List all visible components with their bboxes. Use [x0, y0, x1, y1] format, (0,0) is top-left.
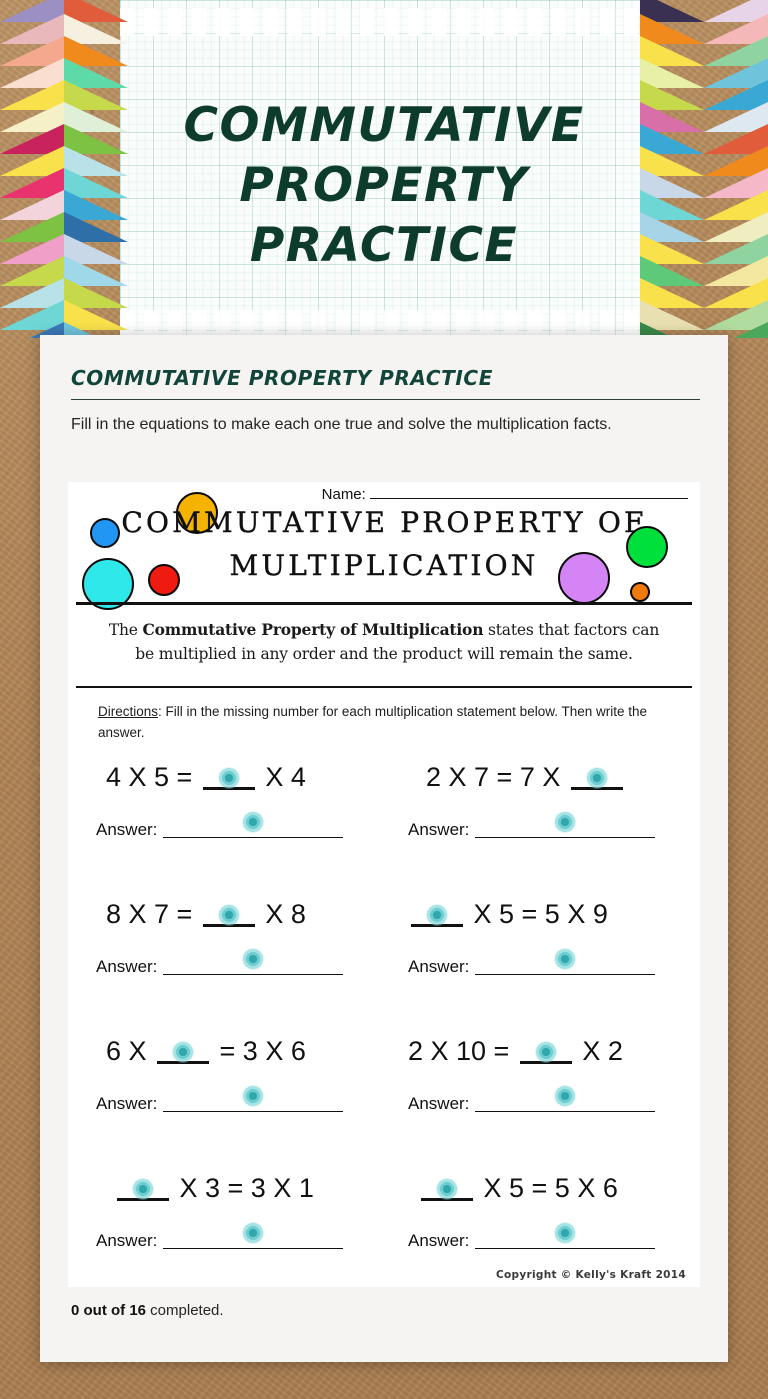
input-marker-icon[interactable] [554, 1085, 576, 1107]
grid-paper-bottom-edge [120, 310, 648, 338]
answer-line [408, 958, 708, 975]
directions-body: : Fill in the missing number for each multiplication statement below. Then write the answer. [98, 704, 648, 740]
page-title: COMMUTATIVE PROPERTY PRACTICE [71, 366, 493, 390]
answer-line [96, 821, 396, 838]
hero-banner [0, 0, 768, 338]
equation-line [408, 764, 708, 791]
input-marker-icon[interactable] [242, 811, 264, 833]
equation-blank-input[interactable] [421, 1198, 473, 1201]
equation-line [96, 901, 396, 928]
problem-item [408, 764, 708, 838]
problem-item [96, 1038, 396, 1112]
answer-label: Answer: [408, 957, 470, 976]
completion-count: 0 out of 16 [71, 1302, 147, 1319]
masthead-line-1: COMMUTATIVE PROPERTY OF [121, 506, 647, 539]
answer-label: Answer: [408, 1094, 470, 1113]
input-marker-icon[interactable] [554, 1222, 576, 1244]
answer-line [96, 1232, 396, 1249]
input-marker-icon[interactable] [172, 1041, 194, 1063]
equation-text: X 5 = 5 X 9 [466, 899, 608, 929]
input-marker-icon[interactable] [535, 1041, 557, 1063]
answer-blank-input[interactable] [475, 974, 655, 975]
page-description: Fill in the equations to make each one true and solve the multiplication facts. [71, 416, 612, 433]
problem-item [408, 1175, 708, 1249]
equation-line [408, 901, 708, 928]
masthead-heading [68, 502, 700, 587]
problem-item [96, 901, 396, 975]
answer-label: Answer: [96, 957, 158, 976]
equation-blank-input[interactable] [571, 787, 623, 790]
directions-text [98, 702, 658, 743]
input-marker-icon[interactable] [586, 767, 608, 789]
answer-line [408, 1095, 708, 1112]
equation-text: 2 X 10 = [408, 1036, 517, 1066]
input-marker-icon[interactable] [242, 1085, 264, 1107]
input-marker-icon[interactable] [554, 811, 576, 833]
answer-line [408, 821, 708, 838]
problem-row [68, 1038, 700, 1175]
input-marker-icon[interactable] [218, 904, 240, 926]
hero-title-line1: COMMUTATIVE [183, 98, 585, 153]
answer-blank-input[interactable] [475, 837, 655, 838]
answer-line [96, 1095, 396, 1112]
equation-text: X 5 = 5 X 6 [476, 1173, 618, 1203]
equation-line [96, 764, 396, 791]
problem-row [68, 901, 700, 1038]
problem-item [96, 764, 396, 838]
copyright-notice: Copyright © Kelly's Kraft 2014 [496, 1269, 686, 1281]
chevron-pattern-right [640, 0, 768, 338]
answer-line [408, 1232, 708, 1249]
input-marker-icon[interactable] [426, 904, 448, 926]
problem-row [68, 764, 700, 901]
equation-text: 8 X 7 = [106, 899, 200, 929]
masthead-divider [76, 602, 692, 605]
hero-title [120, 96, 648, 276]
directions-label: Directions [98, 704, 159, 719]
equation-blank-input[interactable] [117, 1198, 169, 1201]
equation-text: X 3 = 3 X 1 [172, 1173, 314, 1203]
answer-blank-input[interactable] [163, 1248, 343, 1249]
problem-grid [68, 764, 700, 1312]
completion-suffix: completed. [146, 1302, 224, 1319]
definition-text [98, 618, 670, 666]
input-marker-icon[interactable] [242, 1222, 264, 1244]
input-marker-icon[interactable] [218, 767, 240, 789]
equation-blank-input[interactable] [411, 924, 463, 927]
grid-paper-top-edge [120, 8, 648, 36]
equation-blank-input[interactable] [203, 924, 255, 927]
definition-term: Commutative Property of Multiplication [142, 620, 484, 639]
answer-blank-input[interactable] [475, 1248, 655, 1249]
problem-item [408, 901, 708, 975]
answer-label: Answer: [408, 1231, 470, 1250]
name-field-row [322, 486, 688, 503]
equation-blank-input[interactable] [520, 1061, 572, 1064]
problem-item [408, 1038, 708, 1112]
equation-text: X 4 [257, 762, 306, 792]
equation-text: X 2 [574, 1036, 623, 1066]
completion-status [71, 1302, 224, 1319]
worksheet-sheet [68, 482, 700, 1287]
name-input-line[interactable] [370, 498, 688, 499]
equation-line [96, 1175, 396, 1202]
definition-suffix: states that factors can be multiplied in any order and the product will remain the same. [135, 621, 660, 663]
equation-blank-input[interactable] [203, 787, 255, 790]
name-label: Name: [321, 486, 366, 503]
hero-title-line2: PROPERTY PRACTICE [239, 158, 529, 274]
chevron-pattern-left [0, 0, 128, 338]
equation-text: X 8 [257, 899, 306, 929]
worksheet-masthead [68, 482, 700, 612]
answer-blank-input[interactable] [475, 1111, 655, 1112]
input-marker-icon[interactable] [242, 948, 264, 970]
equation-text: 2 X 7 = 7 X [426, 762, 568, 792]
masthead-line-2: MULTIPLICATION [229, 548, 539, 582]
problem-row [68, 1175, 700, 1312]
answer-blank-input[interactable] [163, 837, 343, 838]
answer-label: Answer: [96, 1231, 158, 1250]
definition-prefix: The [108, 621, 143, 639]
input-marker-icon[interactable] [132, 1178, 154, 1200]
equation-text: 6 X [106, 1036, 155, 1066]
answer-blank-input[interactable] [163, 974, 343, 975]
answer-line [96, 958, 396, 975]
input-marker-icon[interactable] [436, 1178, 458, 1200]
definition-divider [76, 686, 692, 688]
worksheet-card [40, 335, 728, 1362]
answer-label: Answer: [96, 820, 158, 839]
equation-line [96, 1038, 396, 1065]
equation-line [408, 1038, 708, 1065]
answer-blank-input[interactable] [163, 1111, 343, 1112]
input-marker-icon[interactable] [554, 948, 576, 970]
problem-item [96, 1175, 396, 1249]
answer-label: Answer: [408, 820, 470, 839]
equation-blank-input[interactable] [157, 1061, 209, 1064]
answer-label: Answer: [96, 1094, 158, 1113]
equation-text: = 3 X 6 [212, 1036, 306, 1066]
equation-line [408, 1175, 708, 1202]
title-divider [71, 399, 700, 400]
equation-text: 4 X 5 = [106, 762, 200, 792]
